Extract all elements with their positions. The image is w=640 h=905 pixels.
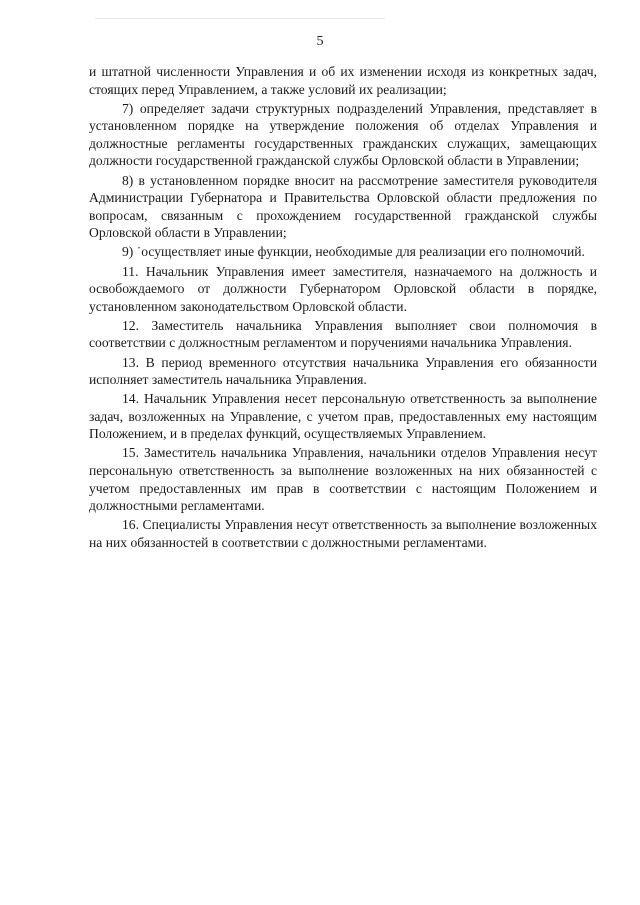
- paragraph-13: 13. В период временного отсутствия начальника Управления его обязанности исполняет заместитель начальника Управления.: [89, 354, 597, 388]
- scan-artifact-top: [95, 18, 385, 19]
- paragraph-item-8: 8) в установленном порядке вносит на рассмотрение заместителя руководителя Администрации Губернатора и Правительства Орловской области предложения по вопросам, связанным с прохождением государственной гражданской службы Орловской области в Управлении;: [89, 172, 597, 241]
- paragraph-11: 11. Начальник Управления имеет заместителя, назначаемого на должность и освобождаемого от должности Губернатором Орловской области в порядке, установленном законодательством Орловской области.: [89, 263, 597, 314]
- paragraph-15: 15. Заместитель начальника Управления, начальники отделов Управления несут персональную ответственность за выполнение возложенных на них обязанностей с учетом предоставленных им прав в соответствии с настоящим Положением и должностными регламентами.: [89, 445, 597, 514]
- paragraph-16: 16. Специалисты Управления несут ответственность за выполнение возложенных на них обязанностей в соответствии с должностными регламентами.: [89, 517, 597, 550]
- paragraph-item-7: 7) определяет задачи структурных подразделений Управления, представляет в установленном порядке на утверждение положения об отделах Управления и должностные регламенты государственных гражданских служащих, замещающих должности государственной гражданской службы Орловской области в Управлении;: [89, 100, 597, 169]
- paragraph-12: 12. Заместитель начальника Управления выполняет свои полномочия в соответствии с должностным регламентом и поручениями начальника Управления.: [89, 317, 597, 351]
- paragraph-14: 14. Начальник Управления несет персональную ответственность за выполнение задач, возложенных на Управление, с учетом прав, предоставленных ему настоящим Положением, и в пределах функций, осуществляемых Управлением.: [89, 391, 597, 442]
- paragraph-item-9: 9) ˙осуществляет иные функции, необходимые для реализации его полномочий.: [122, 244, 585, 260]
- page-number: 5: [316, 34, 324, 49]
- paragraph-continuation: и штатной численности Управления и об их изменении исходя из конкретных задач, стоящих перед Управлением, а также условий их реализации;: [89, 64, 597, 97]
- document-body: [89, 63, 597, 553]
